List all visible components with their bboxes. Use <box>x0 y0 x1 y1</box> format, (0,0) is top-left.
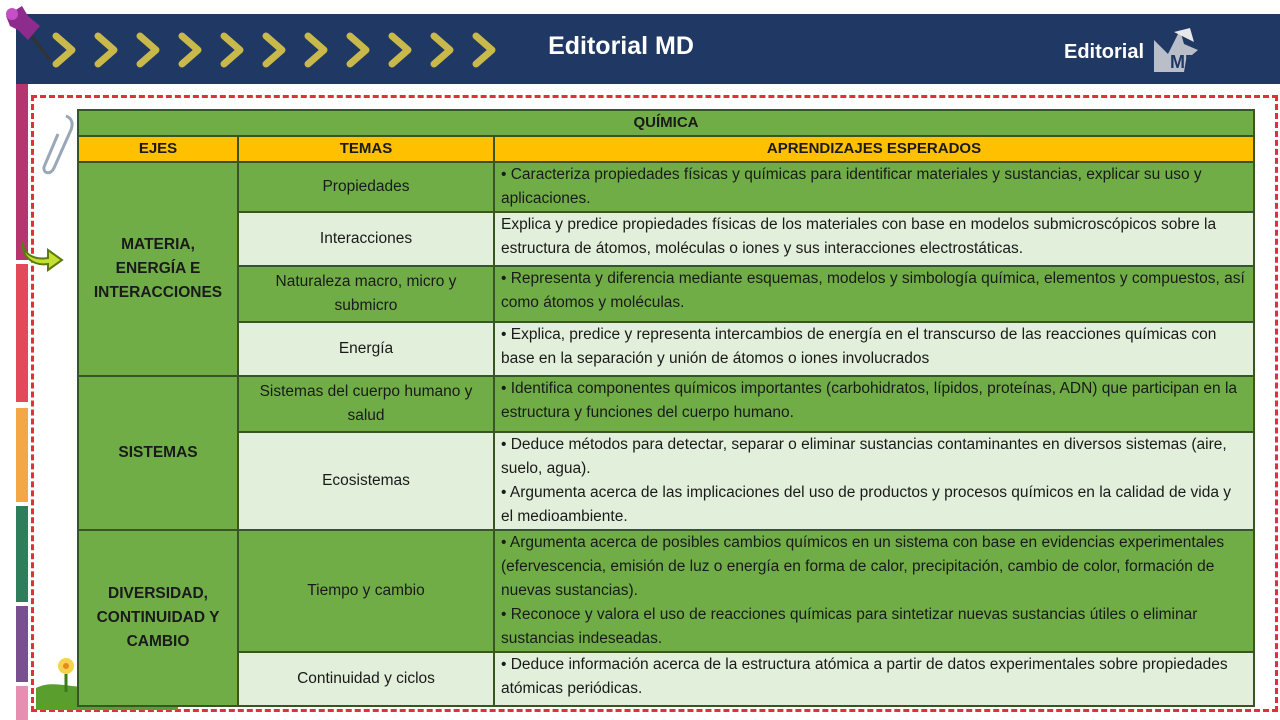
aprendizaje-text: Explica y predice propiedades físicas de los materiales con base en modelos submicroscópicos sobre la estructura de átomos, moléculas o iones y sus interacciones electrostáticas. <box>501 216 1217 257</box>
paper-clip-icon <box>38 112 78 180</box>
tema-cell: Sistemas del cuerpo humano y salud <box>238 376 494 432</box>
tema-cell: Energía <box>238 322 494 376</box>
table-row <box>78 530 1254 652</box>
logo-mark-icon <box>1150 24 1210 76</box>
eje-cell: DIVERSIDAD, CONTINUIDAD Y CAMBIO <box>78 530 238 706</box>
column-header-temas: TEMAS <box>238 136 494 162</box>
aprendizaje-cell <box>494 266 1254 322</box>
eje-cell: MATERIA, ENERGÍA E INTERACCIONES <box>78 162 238 376</box>
aprendizaje-cell <box>494 652 1254 706</box>
header-bar <box>16 14 1280 84</box>
curved-arrow-icon <box>18 236 66 272</box>
side-strip-orange <box>16 408 28 502</box>
table-row <box>78 162 1254 212</box>
tema-cell: Ecosistemas <box>238 432 494 530</box>
page-title: Editorial MD <box>548 32 694 60</box>
table-row <box>78 652 1254 706</box>
side-strip-pink <box>16 686 28 720</box>
tema-cell: Tiempo y cambio <box>238 530 494 652</box>
aprendizaje-text: • Deduce métodos para detectar, separar o eliminar sustancias contaminantes en diversos sistemas (aire, suelo, agua). <box>501 436 1227 477</box>
logo-text: Editorial <box>1064 41 1145 63</box>
tema-cell: Interacciones <box>238 212 494 266</box>
tema-cell: Continuidad y ciclos <box>238 652 494 706</box>
side-strip-magenta <box>16 84 28 260</box>
aprendizaje-text: • Deduce información acerca de la estructura atómica a partir de datos experimentales sobre propiedades atómicas periódicas. <box>501 656 1228 697</box>
table-title-row <box>78 110 1254 136</box>
side-strip-green <box>16 506 28 602</box>
aprendizaje-cell <box>494 162 1254 212</box>
aprendizaje-cell <box>494 322 1254 376</box>
table-row <box>78 376 1254 432</box>
aprendizaje-text: • Identifica componentes químicos importantes (carbohidratos, lípidos, proteínas, ADN) que participan en la estructura y funciones del cuerpo humano. <box>501 380 1238 421</box>
column-header-ejes: EJES <box>78 136 238 162</box>
logo-mark-text: MD <box>1170 52 1198 72</box>
aprendizaje-text: • Argumenta acerca de las implicaciones del uso de productos y procesos químicos en la calidad de vida y el medioambiente. <box>501 484 1232 525</box>
tema-cell: Propiedades <box>238 162 494 212</box>
column-header-aprendizajes: APRENDIZAJES ESPERADOS <box>494 136 1254 162</box>
subject-title: QUÍMICA <box>78 110 1254 136</box>
aprendizaje-cell <box>494 376 1254 432</box>
aprendizaje-text: • Explica, predice y representa intercambios de energía en el transcurso de las reacciones químicas con base en la separación y unión de átomos o iones involucrados <box>501 326 1217 367</box>
quimica-table <box>77 109 1255 707</box>
chevron-decoration <box>50 30 500 70</box>
aprendizaje-cell <box>494 212 1254 266</box>
table-row <box>78 322 1254 376</box>
table-row <box>78 266 1254 322</box>
editorial-logo <box>1064 24 1214 76</box>
table-row <box>78 212 1254 266</box>
aprendizaje-text: • Caracteriza propiedades físicas y químicas para identificar materiales y sustancias, explicar su uso y aplicaciones. <box>501 166 1202 207</box>
side-strip-purple <box>16 606 28 682</box>
tema-cell: Naturaleza macro, micro y submicro <box>238 266 494 322</box>
table-row <box>78 432 1254 530</box>
aprendizaje-text: • Representa y diferencia mediante esquemas, modelos y simbología química, elementos y compuestos, así como átomos y moléculas. <box>501 270 1245 311</box>
aprendizaje-text: • Argumenta acerca de posibles cambios químicos en un sistema con base en evidencias experimentales (efervescencia, emisión de luz o energía en forma de calor, precipitación, cambio de color, formación de nuevas sustancias). <box>501 534 1225 599</box>
side-strip-red <box>16 264 28 402</box>
aprendizaje-cell <box>494 432 1254 530</box>
table-header-row <box>78 136 1254 162</box>
eje-cell: SISTEMAS <box>78 376 238 530</box>
push-pin-icon <box>0 4 60 64</box>
aprendizaje-cell <box>494 530 1254 652</box>
aprendizaje-text: • Reconoce y valora el uso de reacciones químicas para sintetizar nuevas sustancias útiles o eliminar sustancias indeseadas. <box>501 606 1198 647</box>
